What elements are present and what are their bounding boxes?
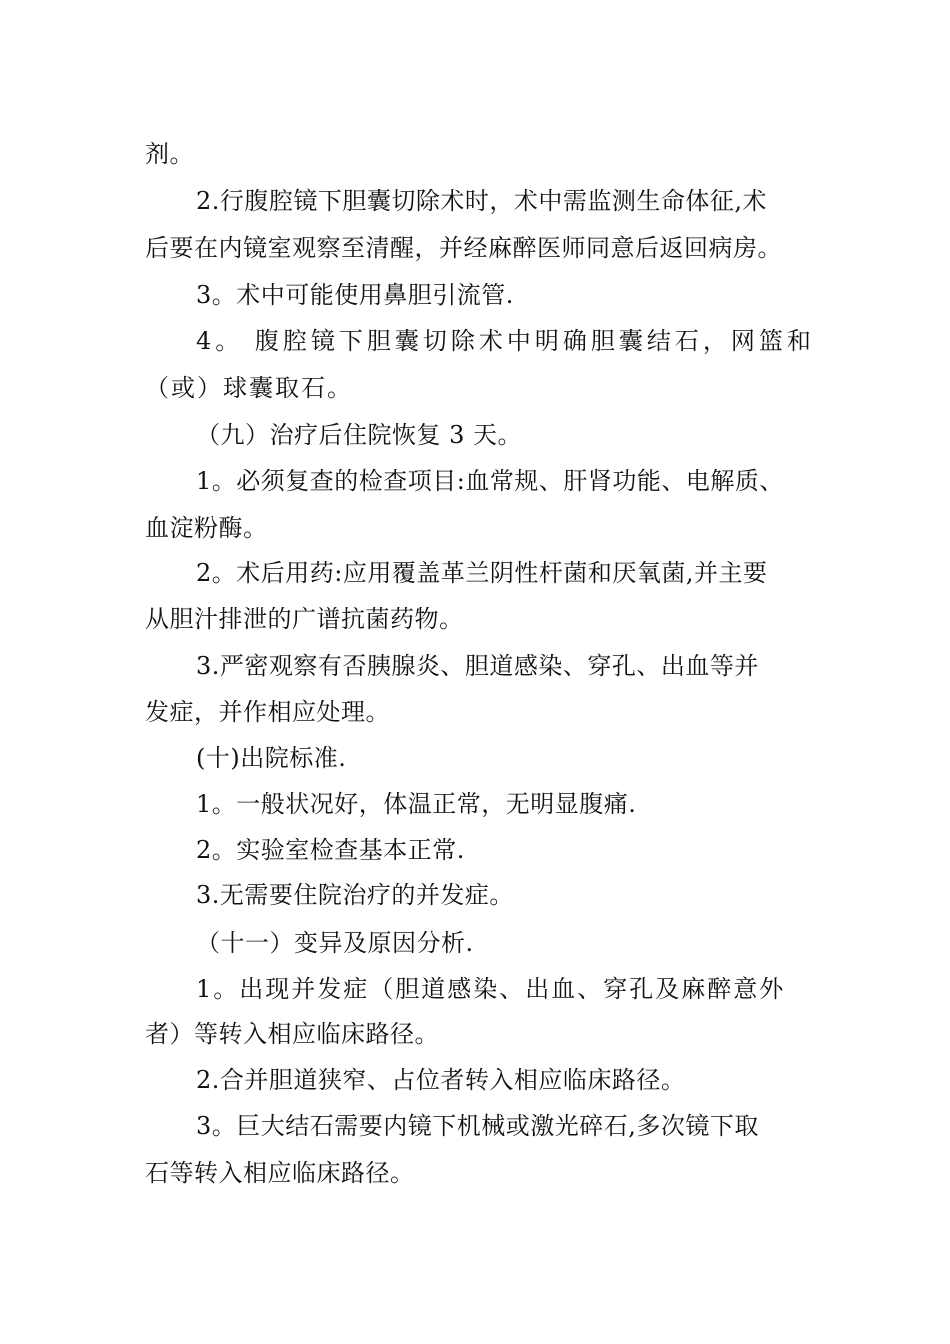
text-line: 4。 腹腔镜下胆囊切除术中明确胆囊结石，网篮和: [196, 327, 815, 355]
text-line: 石等转入相应临床路径。: [145, 1159, 415, 1187]
section-heading: （十一）变异及原因分析.: [196, 929, 474, 957]
text-line: 1。一般状况好，体温正常，无明显腹痛.: [196, 790, 637, 818]
text-line: 2。实验室检查基本正常.: [196, 836, 465, 864]
section-heading: (十)出院标准.: [196, 744, 347, 772]
section-heading: （九）治疗后住院恢复 3 天。: [196, 421, 523, 449]
text-line: 3。巨大结石需要内镜下机械或激光碎石,多次镜下取: [196, 1112, 759, 1140]
text-line: 后要在内镜室观察至清醒，并经麻醉医师同意后返回病房。: [145, 234, 782, 262]
text-line: 1。必须复查的检查项目:血常规、肝肾功能、电解质、: [196, 467, 784, 495]
text-line: 者）等转入相应临床路径。: [145, 1020, 439, 1048]
text-line: 2。术后用药:应用覆盖革兰阴性杆菌和厌氧菌,并主要: [196, 559, 768, 587]
text-line: 3。术中可能使用鼻胆引流管.: [196, 281, 514, 309]
text-line: 1。出现并发症（胆道感染、出血、穿孔及麻醉意外: [196, 975, 786, 1003]
text-line: 2.行腹腔镜下胆囊切除术时，术中需监测生命体征,术: [196, 187, 768, 215]
text-line: 3.无需要住院治疗的并发症。: [196, 881, 514, 909]
text-line: 血淀粉酶。: [145, 514, 268, 542]
text-line: 2.合并胆道狭窄、占位者转入相应临床路径。: [196, 1066, 686, 1094]
text-line: 3.严密观察有否胰腺炎、胆道感染、穿孔、出血等并: [196, 652, 759, 680]
text-line: 发症，并作相应处理。: [145, 698, 390, 726]
text-line: 从胆汁排泄的广谱抗菌药物。: [145, 605, 464, 633]
text-line: 剂。: [145, 140, 194, 168]
text-line: （或）球囊取石。: [145, 374, 353, 402]
